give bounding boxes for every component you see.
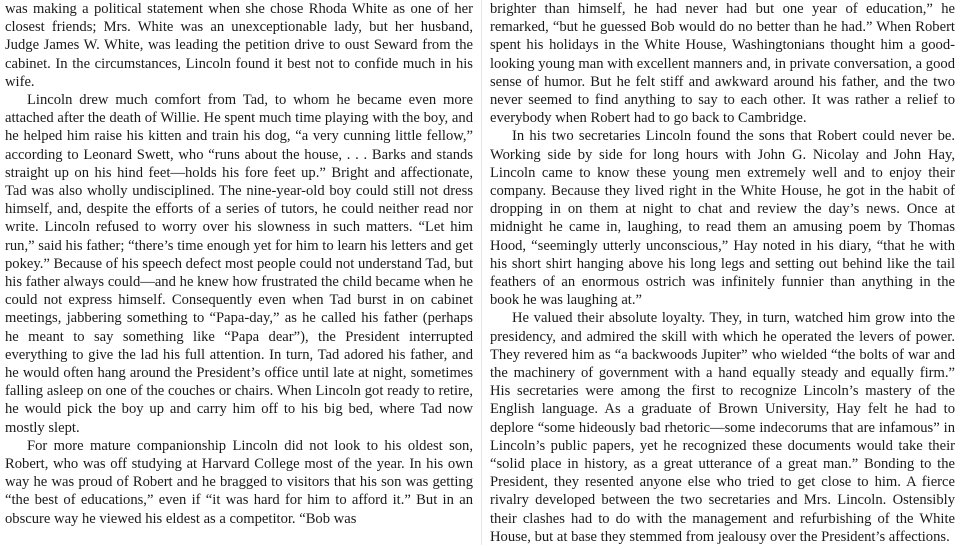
paragraph: was making a political statement when she chose Rhoda White as one of her closest friends; Mrs. White was an unexceptionable lady, but her husband, Judge James W. White, was leading the petition drive to oust Seward from the cabinet. In the circumstances, Lincoln found it best not to confide much in his wife. <box>5 1 473 90</box>
paragraph: For more mature companionship Lincoln did not look to his oldest son, Robert, who was off studying at Harvard College most of the year. In his own way he was proud of Robert and he bragged to visitors that his son was getting “the best of educations,” even if “it was hard for him to afford it.” But in an obscure way he viewed his eldest as a competitor. “Bob was <box>5 437 473 527</box>
paragraph: In his two secretaries Lincoln found the sons that Robert could never be. Working side by side for long hours with John G. Nicolay and John Hay, Lincoln came to know these young men extremely well and to enjoy their company. Because they lived right in the White House, he got in the habit of dropping in on them at night to chat and review the day’s news. Once at midnight he came in, laughing, to read them an amusing poem by Thomas Hood, “seemingly utterly unconscious,” Hay noted in his diary, “that he with his short shirt hanging above his long legs and setting out behind like the tail feathers of an enormous ostrich was infinitely funnier than anything in the book he was laughing at.” <box>490 128 955 309</box>
left-text-column <box>5 0 473 528</box>
paragraph: He valued their absolute loyalty. They, in turn, watched him grow into the presidency, and admired the skill with which he operated the levers of power. They revered him as “a backwoods Jupiter” who wielded “the bolts of war and the machinery of government with a hand equally steady and equally firm.” His secretaries were among the first to recognize Lincoln’s mastery of the English language. As a graduate of Brown University, Hay felt he had to deplore “some hideously bad rhetoric—some indecorums that are infamous” in Lincoln’s public papers, yet he recognized these documents would take their “solid place in history, as a great utterance of a great man.” Bonding to the President, they resented anyone else who tried to get close to him. A fierce rivalry developed between the two secretaries and Mrs. Lincoln. Ostensibly their clashes had to do with the management and refurbishing of the White House, but at base they stemmed from jealousy over the President’s affections. <box>490 310 955 545</box>
paragraph: brighter than himself, he had never had but one year of education,” he remarked, “but he guessed Bob would do no better than he had.” When Robert spent his holidays in the White House, Washingtonians thought him a good-looking young man with excellent manners and, in private conversation, a good sense of humor. But he felt stiff and awkward around his father, and the two never seemed to find anything to say to each other. It was rather a relief to everybody when Robert had to go back to Cambridge. <box>490 1 955 127</box>
right-text-column <box>490 0 955 546</box>
column-gutter <box>481 0 482 545</box>
paragraph: Lincoln drew much comfort from Tad, to whom he became even more attached after the death of Willie. He spent much time playing with the boy, and he helped him raise his kitten and train his dog, “a very cunning little fellow,” according to Leonard Swett, who “runs about the house, . . . Barks and stands straight up on his hind feet—holds his fore feet up.” Bright and affectionate, Tad was also wholly undisciplined. The nine-year-old boy could still not dress himself, and, despite the efforts of a series of tutors, he could neither read nor write. Lincoln refused to worry over his slowness in such matters. “Let him run,” said his father; “there’s time enough yet for him to learn his letters and get pokey.” Because of his speech defect most people could not understand Tad, but his father always could—and he knew how frustrated the child became when he could not express himself. Consequently even when Tad burst in on cabinet meetings, jabbering something to “Papa-day,” as he called his father (perhaps he meant to say something like “Papa dear”), the President interrupted everything to give the lad his full attention. In turn, Tad adored his father, and he would often hang around the President’s office until late at night, sometimes falling asleep on one of the couches or chairs. When Lincoln got ready to retire, he would pick the boy up and carry him off to his big bed, where Tad now mostly slept. <box>5 92 473 436</box>
